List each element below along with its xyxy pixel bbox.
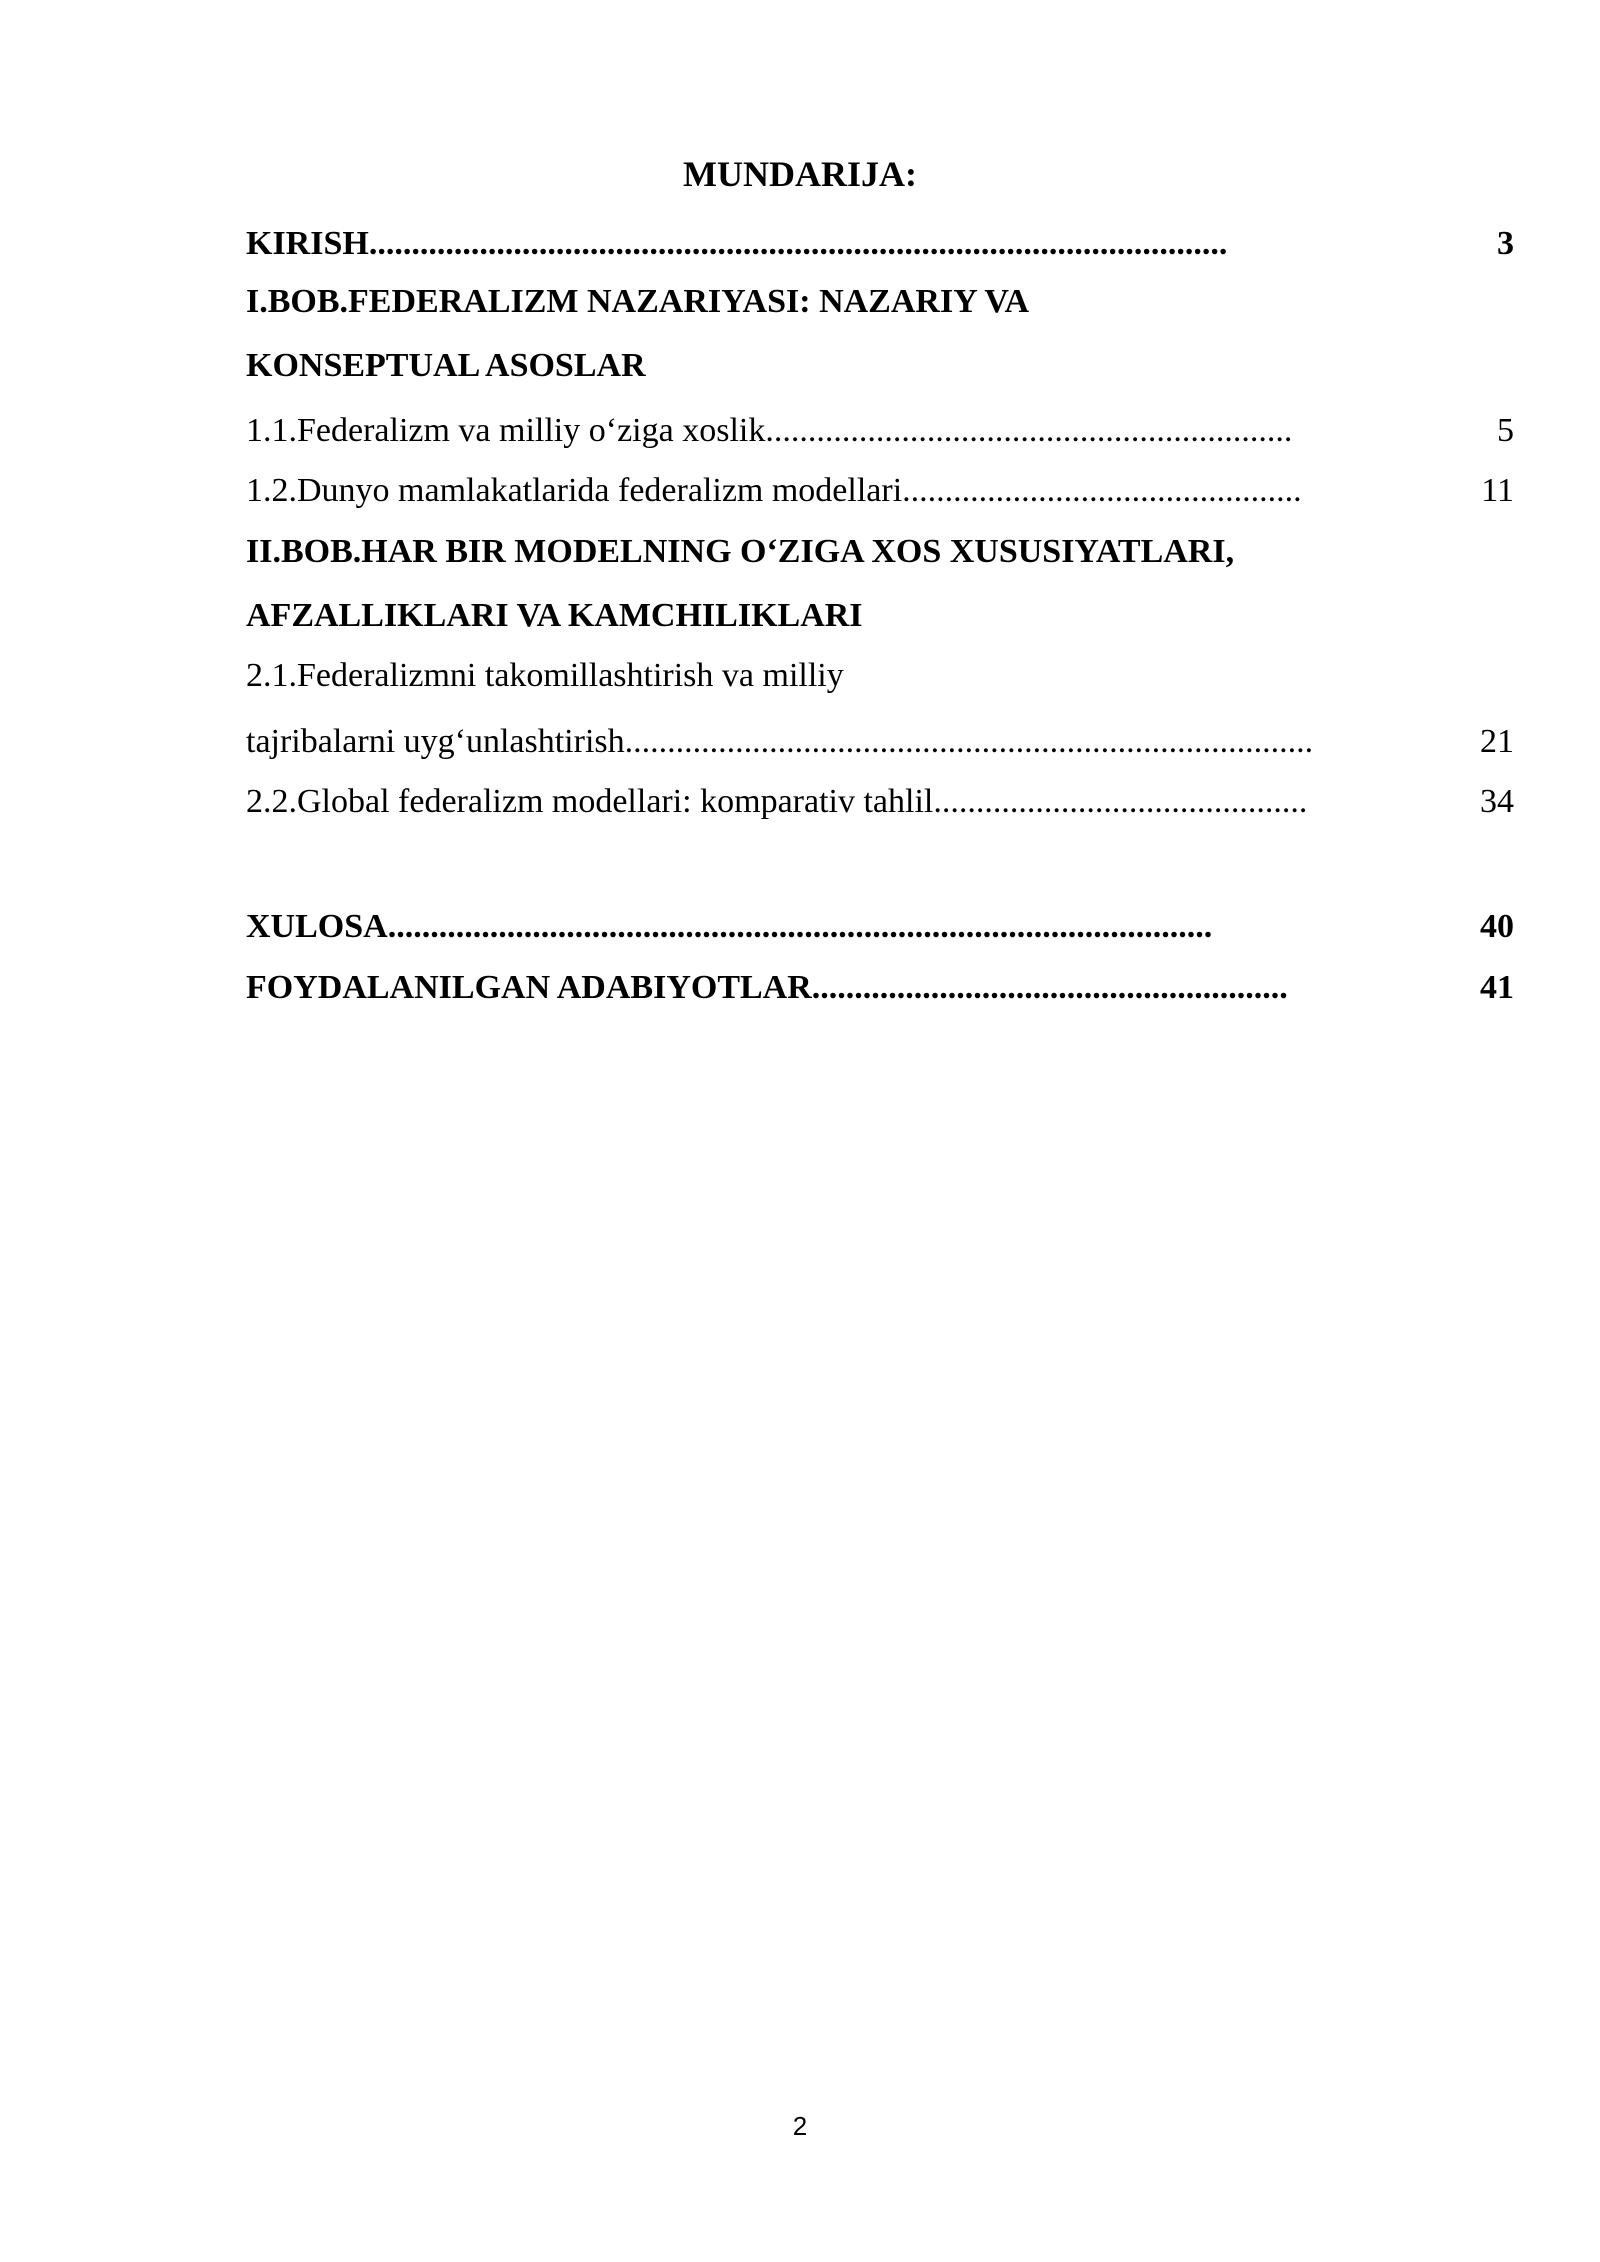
toc-chapter-1-text-cont: KONSEPTUAL ASOSLAR [246,347,646,384]
toc-entry-xulosa[interactable] [246,903,1212,951]
toc-page-1-2: 11 [1481,472,1514,509]
toc-section-1-1-text: 1.1.Federalizm va milliy o‘ziga xoslik.............................................................. [246,412,1293,449]
toc-chapter-1-text: I.BOB.FEDERALIZM NAZARIYASI: NAZARIY VA [246,283,1030,320]
toc-section-2-1-line1[interactable] [246,652,844,700]
toc-page-kirish: 3 [1497,225,1514,262]
page-number: 2 [792,2111,808,2141]
toc-chapter-1-line2[interactable] [246,342,646,390]
toc-section-1-1[interactable] [246,407,1292,455]
toc-section-2-2[interactable] [246,778,1307,826]
toc-entry-kirish[interactable] [246,220,1227,268]
toc-chapter-1-line1[interactable] [246,278,1029,326]
toc-chapter-2-line1[interactable] [246,528,1234,576]
toc-page-adabiyotlar: 41 [1480,969,1514,1006]
toc-entry-kirish-text: KIRISH..................................................................................................... [246,225,1228,262]
toc-section-2-1-text-cont: tajribalarni uyg‘unlashtirish................................................................................. [246,723,1314,760]
toc-page-2-1: 21 [1480,723,1514,760]
toc-page-2-2: 34 [1480,783,1514,820]
toc-chapter-2-line2[interactable] [246,592,863,640]
toc-section-2-2-text: 2.2.Global federalizm modellari: komparativ tahlil............................................ [246,783,1308,820]
toc-entry-adabiyotlar[interactable] [246,964,1288,1012]
toc-chapter-2-text: II.BOB.HAR BIR MODELNING O‘ZIGA XOS XUSUSIYATLARI, [246,533,1235,570]
toc-heading [0,150,1600,198]
toc-entry-adabiyotlar-text: FOYDALANILGAN ADABIYOTLAR........................................................ [246,969,1288,1006]
toc-chapter-2-text-cont: AFZALLIKLARI VA KAMCHILIKLARI [246,597,863,634]
toc-page-xulosa: 40 [1480,908,1514,945]
toc-section-1-2-text: 1.2.Dunyo mamlakatlarida federalizm modellari............................................... [246,472,1302,509]
toc-title-text: MUNDARIJA: [683,154,917,194]
toc-entry-xulosa-text: XULOSA................................................................................................. [246,908,1213,945]
toc-section-1-2[interactable] [246,467,1302,515]
toc-page-1-1: 5 [1497,412,1514,449]
toc-section-2-1-line2[interactable] [246,718,1313,766]
toc-section-2-1-text: 2.1.Federalizmni takomillashtirish va milliy [246,657,844,694]
